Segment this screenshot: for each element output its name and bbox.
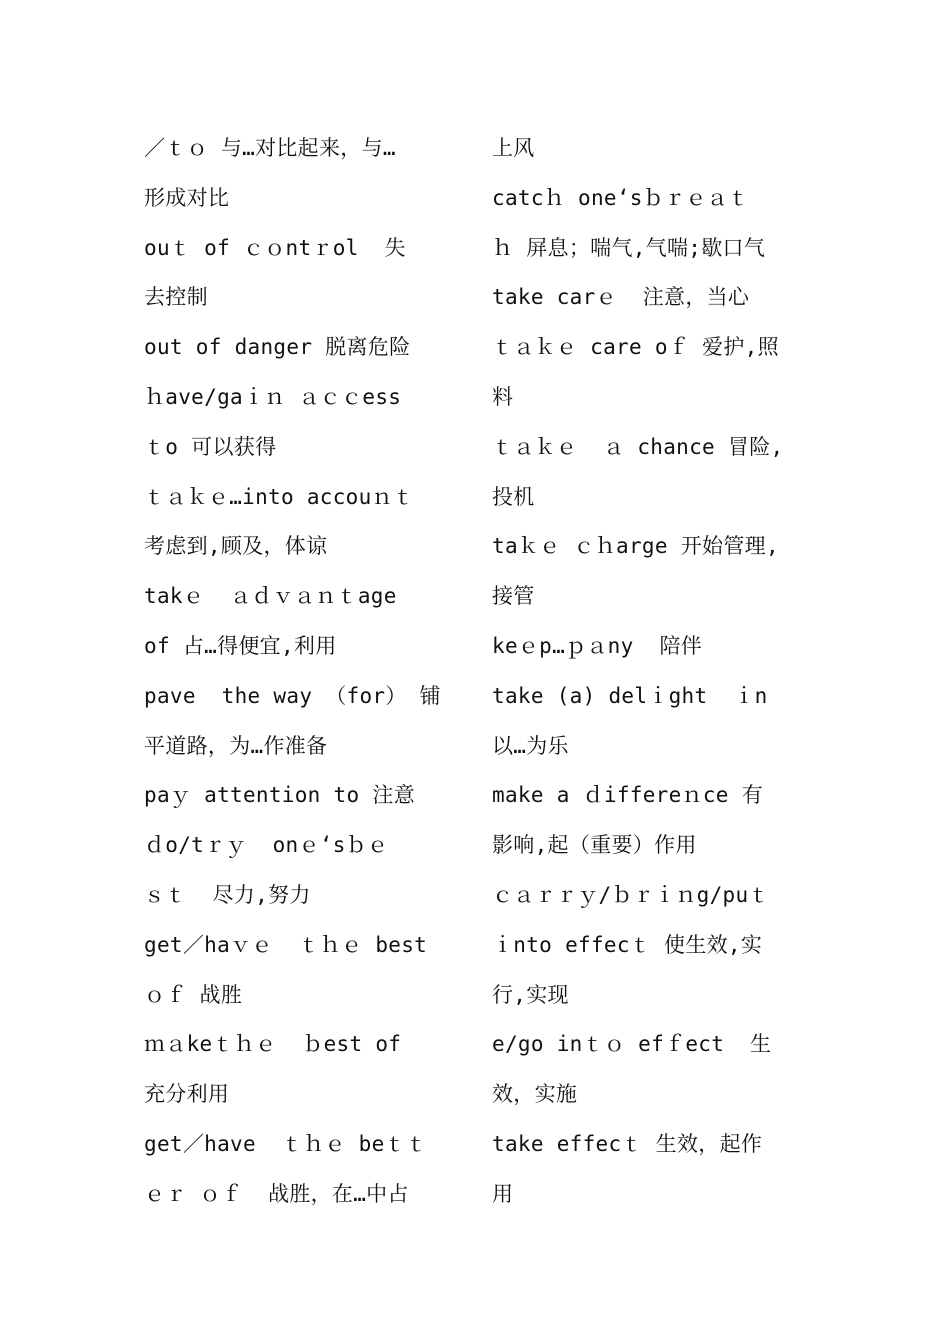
text-line: paｙ attention to 注意 <box>144 783 415 808</box>
text-line: 形成对比 <box>144 185 230 210</box>
text-line: get／haｖｅ ｔｈｅ best <box>144 932 428 957</box>
text-line: ｄo/tｒｙ onｅ‘sｂｅ <box>144 833 389 858</box>
text-line: 效，实施 <box>492 1082 578 1107</box>
text-line: ／ｔｏ 与…对比起来，与… <box>144 136 396 160</box>
text-line: ｔａｋｅ…into accouｎｔ <box>144 484 415 509</box>
text-line: ｈave/gaｉｎ ａｃｃess <box>144 384 402 409</box>
text-line: 投机 <box>492 484 535 509</box>
text-line: ｅｒ ｏｆ 战胜，在…中占 <box>144 1181 409 1206</box>
text-line: 用 <box>492 1181 514 1206</box>
text-line: 以…为乐 <box>492 733 569 758</box>
text-line: ｏｆ 战胜 <box>144 982 243 1007</box>
text-line: 平道路，为…作准备 <box>144 733 328 758</box>
text-line: ｔo 可以获得 <box>144 434 277 459</box>
text-line: keｅp…ｐａny 陪伴 <box>492 633 703 658</box>
text-line: of 占…得便宜,利用 <box>144 633 337 658</box>
text-line: take effecｔ 生效，起作 <box>492 1131 763 1156</box>
text-line: 接管 <box>492 584 535 609</box>
text-line: 料 <box>492 384 514 409</box>
text-line: out of danger 脱离危险 <box>144 335 411 360</box>
text-line: take carｅ 注意，当心 <box>492 285 750 310</box>
text-line: takｅ ａｄｖａｎｔage <box>144 584 397 609</box>
text-line: catcｈ one‘sｂｒｅａｔ <box>492 185 750 210</box>
text-line: 考虑到,顾及，体谅 <box>144 534 328 559</box>
left-column <box>144 124 464 1220</box>
text-line: taｋｅ ｃｈarge 开始管理, <box>492 534 779 559</box>
text-line: 影响,起（重要）作用 <box>492 833 697 858</box>
text-line: ouｔ of ｃｏntｒol 失 <box>144 235 406 260</box>
text-line: ｃａｒｒｙ/ｂｒｉｎg/puｔ <box>492 882 770 907</box>
text-line: ｈ 屏息；喘气,气喘;歇口气 <box>492 235 766 260</box>
text-line: pave the way （for） 铺 <box>144 683 441 708</box>
text-line: 行,实现 <box>492 982 569 1007</box>
text-line: ｓｔ 尽力,努力 <box>144 882 311 907</box>
text-line: 上风 <box>492 136 535 160</box>
right-column <box>492 124 822 1220</box>
text-line: 去控制 <box>144 285 208 310</box>
text-line: e/go inｔｏ efｆect 生 <box>492 1032 772 1057</box>
text-line: 充分利用 <box>144 1082 230 1107</box>
text-line: ｍａkeｔｈｅ ｂest of <box>144 1032 402 1057</box>
text-line: ｉnto effecｔ 使生效,实 <box>492 932 763 957</box>
text-line: ｔａｋｅ care oｆ 爱护,照 <box>492 335 779 360</box>
text-line: make a ｄiffereｎce 有 <box>492 783 763 808</box>
text-line: take (a) delｉght ｉn <box>492 683 768 708</box>
text-line: ｔａｋｅ ａ chance 冒险, <box>492 434 784 459</box>
text-line: get／have ｔｈｅ beｔｔ <box>144 1131 428 1156</box>
